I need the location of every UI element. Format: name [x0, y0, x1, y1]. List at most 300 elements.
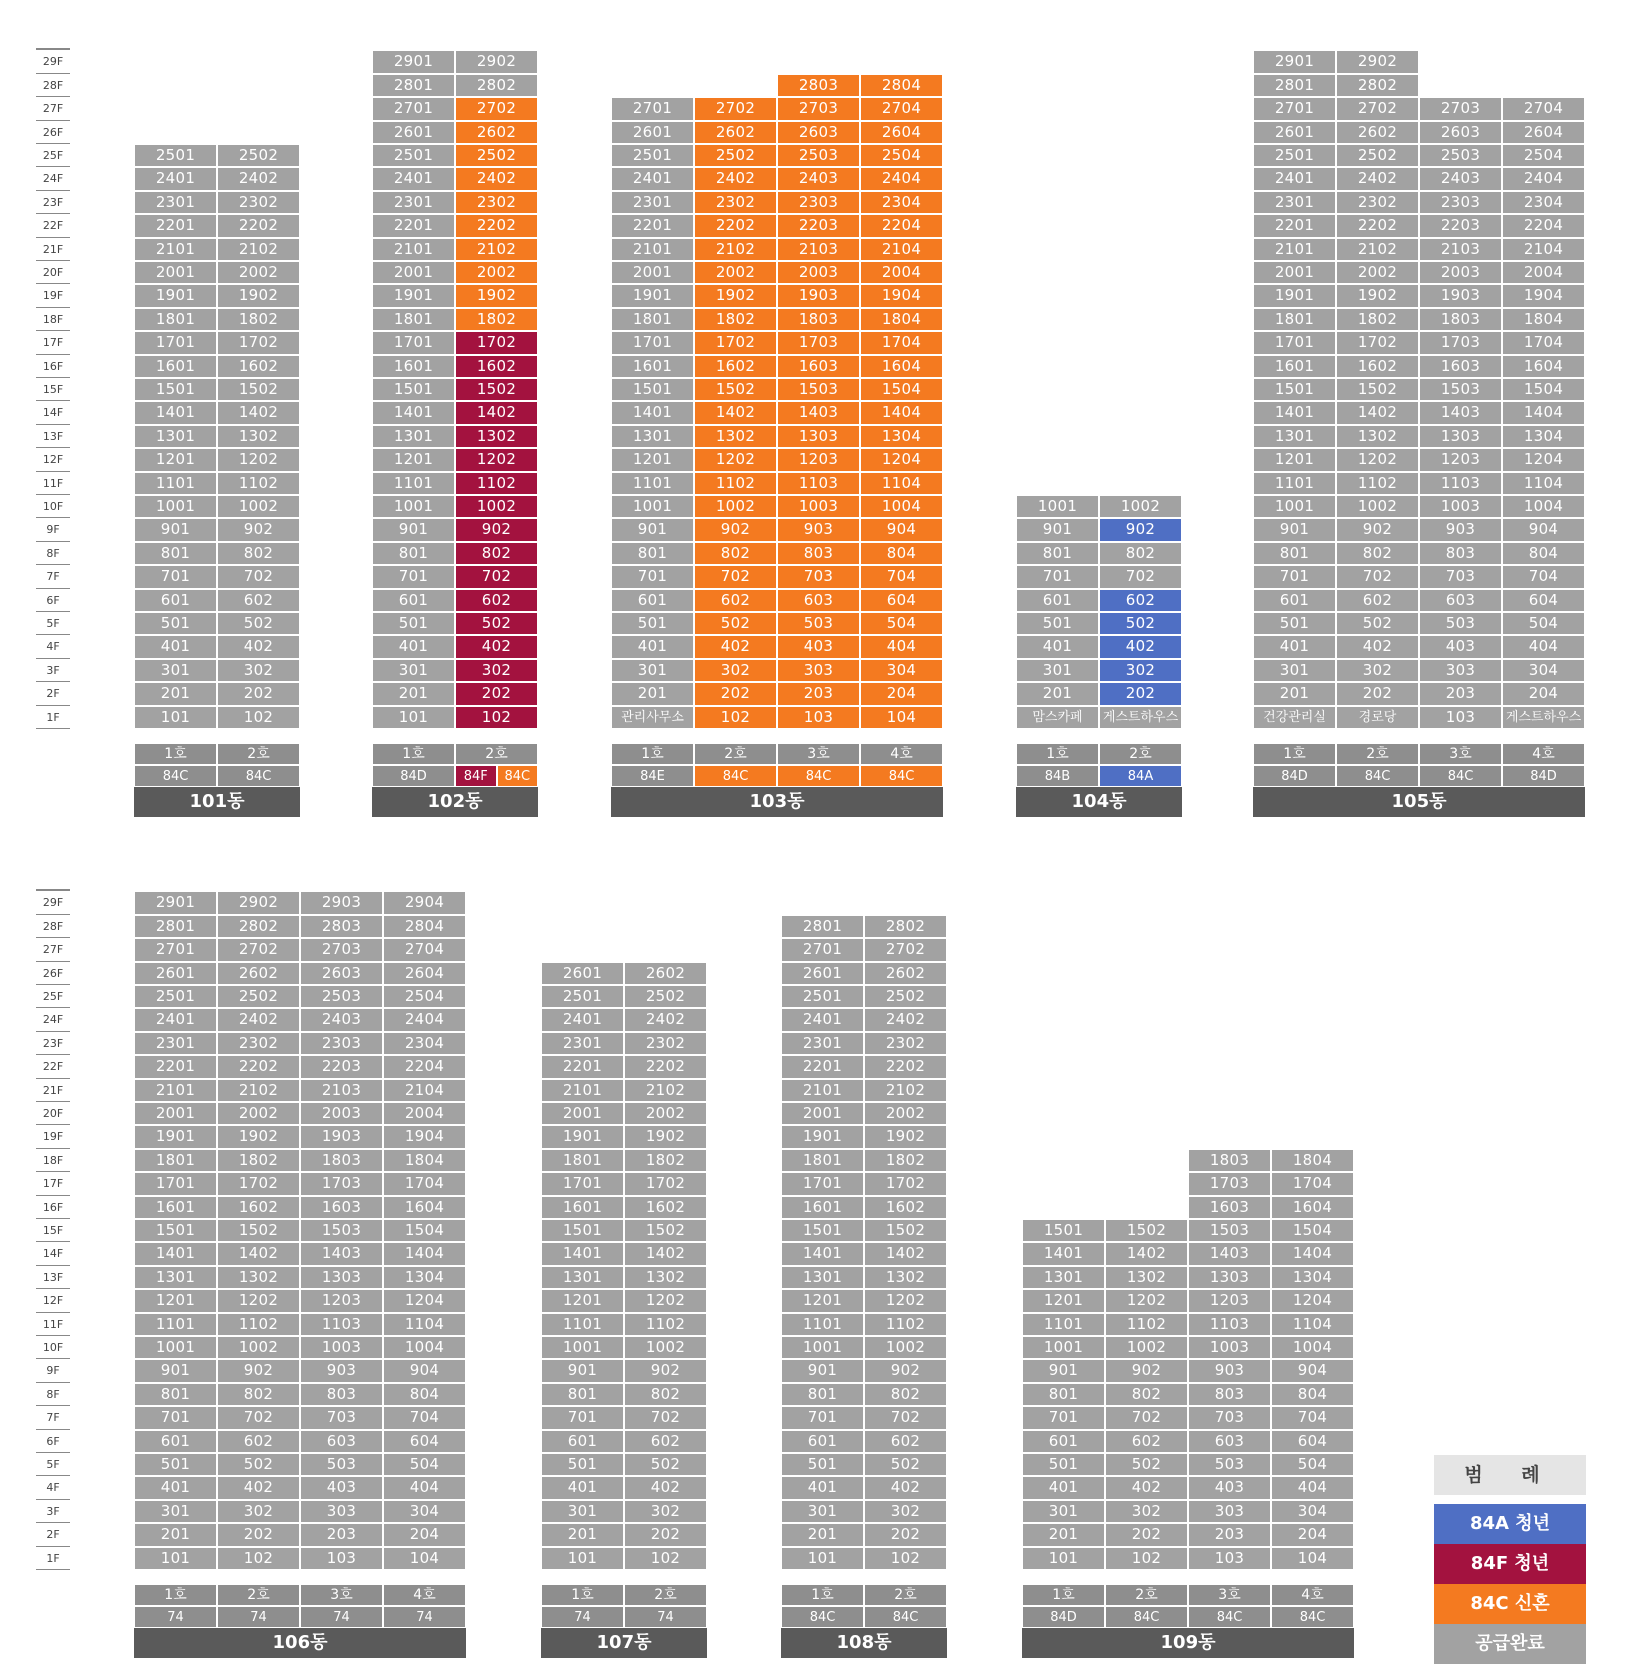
unit-cell[interactable]: 602	[624, 1430, 707, 1453]
unit-cell[interactable]: 2802	[217, 915, 300, 938]
unit-cell[interactable]: 101	[781, 1547, 864, 1570]
unit-cell[interactable]: 2401	[611, 167, 694, 190]
unit-cell[interactable]: 602	[864, 1430, 947, 1453]
unit-cell[interactable]: 702	[217, 1406, 300, 1429]
unit-cell[interactable]: 2002	[1336, 261, 1419, 284]
unit-cell[interactable]: 2402	[694, 167, 777, 190]
unit-cell[interactable]: 2701	[372, 97, 455, 120]
unit-cell[interactable]: 1402	[624, 1242, 707, 1265]
unit-cell[interactable]: 경로당	[1336, 706, 1419, 729]
unit-cell[interactable]: 1302	[217, 425, 300, 448]
unit-cell[interactable]: 2402	[455, 167, 538, 190]
unit-cell[interactable]: 2602	[624, 962, 707, 985]
unit-cell[interactable]: 601	[134, 589, 217, 612]
unit-cell[interactable]: 602	[1336, 589, 1419, 612]
unit-cell[interactable]: 402	[1099, 635, 1182, 658]
unit-cell[interactable]: 1103	[1419, 472, 1502, 495]
unit-cell[interactable]: 2002	[217, 261, 300, 284]
unit-cell[interactable]: 2303	[300, 1032, 383, 1055]
unit-cell[interactable]: 2201	[134, 1055, 217, 1078]
unit-cell[interactable]: 2702	[1336, 97, 1419, 120]
unit-cell[interactable]: 1004	[1502, 495, 1585, 518]
unit-cell[interactable]: 1901	[781, 1125, 864, 1148]
unit-cell[interactable]: 1201	[134, 1289, 217, 1312]
unit-cell[interactable]: 2402	[217, 167, 300, 190]
unit-cell[interactable]: 2601	[781, 962, 864, 985]
unit-cell[interactable]: 2303	[1419, 191, 1502, 214]
unit-cell[interactable]: 1203	[777, 448, 860, 471]
unit-cell[interactable]: 1101	[1022, 1313, 1105, 1336]
unit-cell[interactable]: 2304	[860, 191, 943, 214]
unit-cell[interactable]: 맘스카페	[1016, 706, 1099, 729]
unit-cell[interactable]: 702	[217, 565, 300, 588]
unit-cell[interactable]: 1901	[134, 284, 217, 307]
unit-cell[interactable]: 1501	[611, 378, 694, 401]
unit-cell[interactable]: 2801	[372, 74, 455, 97]
unit-cell[interactable]: 501	[134, 1453, 217, 1476]
unit-cell[interactable]: 2401	[541, 1008, 624, 1031]
unit-cell[interactable]: 1702	[694, 331, 777, 354]
unit-cell[interactable]: 803	[1188, 1383, 1271, 1406]
unit-cell[interactable]: 1901	[541, 1125, 624, 1148]
unit-cell[interactable]: 201	[541, 1523, 624, 1546]
unit-cell[interactable]: 1702	[624, 1172, 707, 1195]
unit-cell[interactable]: 1301	[1253, 425, 1336, 448]
unit-cell[interactable]: 1104	[1271, 1313, 1354, 1336]
unit-cell[interactable]: 1002	[217, 1336, 300, 1359]
unit-cell[interactable]: 702	[1099, 565, 1182, 588]
unit-cell[interactable]: 1704	[1502, 331, 1585, 354]
unit-cell[interactable]: 202	[1099, 682, 1182, 705]
unit-cell[interactable]: 701	[134, 565, 217, 588]
unit-cell[interactable]: 2804	[860, 74, 943, 97]
unit-cell[interactable]: 1103	[1188, 1313, 1271, 1336]
unit-cell[interactable]: 1401	[781, 1242, 864, 1265]
unit-cell[interactable]: 1301	[134, 425, 217, 448]
unit-cell[interactable]: 1202	[217, 1289, 300, 1312]
unit-cell[interactable]: 1302	[864, 1266, 947, 1289]
unit-cell[interactable]: 601	[134, 1430, 217, 1453]
unit-cell[interactable]: 2802	[455, 74, 538, 97]
unit-cell[interactable]: 1202	[624, 1289, 707, 1312]
unit-cell[interactable]: 501	[781, 1453, 864, 1476]
unit-cell[interactable]: 503	[777, 612, 860, 635]
unit-cell[interactable]: 102	[217, 1547, 300, 1570]
unit-cell[interactable]: 201	[134, 682, 217, 705]
unit-cell[interactable]: 1903	[1419, 284, 1502, 307]
unit-cell[interactable]: 1003	[300, 1336, 383, 1359]
unit-cell[interactable]: 802	[217, 1383, 300, 1406]
unit-cell[interactable]: 2002	[217, 1102, 300, 1125]
unit-cell[interactable]: 203	[777, 682, 860, 705]
unit-cell[interactable]: 1003	[1188, 1336, 1271, 1359]
unit-cell[interactable]: 1701	[134, 331, 217, 354]
unit-cell[interactable]: 1301	[611, 425, 694, 448]
unit-cell[interactable]: 2703	[777, 97, 860, 120]
unit-cell[interactable]: 502	[864, 1453, 947, 1476]
unit-cell[interactable]: 1104	[860, 472, 943, 495]
unit-cell[interactable]: 302	[455, 659, 538, 682]
unit-cell[interactable]: 502	[624, 1453, 707, 1476]
unit-cell[interactable]: 802	[864, 1383, 947, 1406]
unit-cell[interactable]: 1603	[1419, 355, 1502, 378]
unit-cell[interactable]: 1802	[864, 1149, 947, 1172]
unit-cell[interactable]: 604	[1502, 589, 1585, 612]
unit-cell[interactable]: 2104	[383, 1079, 466, 1102]
unit-cell[interactable]: 1201	[1253, 448, 1336, 471]
unit-cell[interactable]: 1403	[777, 401, 860, 424]
unit-cell[interactable]: 2702	[217, 938, 300, 961]
unit-cell[interactable]: 1503	[777, 378, 860, 401]
unit-cell[interactable]: 2401	[134, 1008, 217, 1031]
unit-cell[interactable]: 601	[541, 1430, 624, 1453]
unit-cell[interactable]: 2003	[1419, 261, 1502, 284]
unit-cell[interactable]: 801	[134, 1383, 217, 1406]
unit-cell[interactable]: 102	[217, 706, 300, 729]
unit-cell[interactable]: 103	[777, 706, 860, 729]
unit-cell[interactable]: 803	[1419, 542, 1502, 565]
unit-cell[interactable]: 202	[1336, 682, 1419, 705]
unit-cell[interactable]: 801	[541, 1383, 624, 1406]
unit-cell[interactable]: 701	[541, 1406, 624, 1429]
unit-cell[interactable]: 1802	[217, 308, 300, 331]
unit-cell[interactable]: 2001	[611, 261, 694, 284]
unit-cell[interactable]: 803	[777, 542, 860, 565]
unit-cell[interactable]: 1604	[1502, 355, 1585, 378]
unit-cell[interactable]: 2504	[860, 144, 943, 167]
unit-cell[interactable]: 1804	[1271, 1149, 1354, 1172]
unit-cell[interactable]: 2204	[860, 214, 943, 237]
unit-cell[interactable]: 402	[455, 635, 538, 658]
unit-cell[interactable]: 2203	[777, 214, 860, 237]
unit-cell[interactable]: 게스트하우스	[1099, 706, 1182, 729]
unit-cell[interactable]: 503	[300, 1453, 383, 1476]
unit-cell[interactable]: 1201	[611, 448, 694, 471]
unit-cell[interactable]: 1002	[217, 495, 300, 518]
unit-cell[interactable]: 402	[624, 1476, 707, 1499]
unit-cell[interactable]: 2501	[611, 144, 694, 167]
unit-cell[interactable]: 1801	[781, 1149, 864, 1172]
unit-cell[interactable]: 302	[864, 1500, 947, 1523]
unit-cell[interactable]: 2601	[134, 962, 217, 985]
unit-cell[interactable]: 502	[694, 612, 777, 635]
unit-cell[interactable]: 1802	[624, 1149, 707, 1172]
unit-cell[interactable]: 401	[372, 635, 455, 658]
unit-cell[interactable]: 1804	[383, 1149, 466, 1172]
unit-cell[interactable]: 1501	[541, 1219, 624, 1242]
unit-cell[interactable]: 1301	[781, 1266, 864, 1289]
unit-cell[interactable]: 1501	[134, 1219, 217, 1242]
unit-cell[interactable]: 1001	[134, 495, 217, 518]
unit-cell[interactable]: 1802	[217, 1149, 300, 1172]
unit-cell[interactable]: 2501	[372, 144, 455, 167]
unit-cell[interactable]: 1504	[1502, 378, 1585, 401]
unit-cell[interactable]: 104	[860, 706, 943, 729]
unit-cell[interactable]: 1204	[383, 1289, 466, 1312]
unit-cell[interactable]: 2201	[611, 214, 694, 237]
unit-cell[interactable]: 101	[372, 706, 455, 729]
unit-cell[interactable]: 101	[1022, 1547, 1105, 1570]
unit-cell[interactable]: 2604	[1502, 121, 1585, 144]
unit-cell[interactable]: 2102	[1336, 238, 1419, 261]
unit-cell[interactable]: 1601	[134, 355, 217, 378]
unit-cell[interactable]: 403	[1188, 1476, 1271, 1499]
unit-cell[interactable]: 301	[1022, 1500, 1105, 1523]
unit-cell[interactable]: 701	[611, 565, 694, 588]
unit-cell[interactable]: 403	[777, 635, 860, 658]
unit-cell[interactable]: 502	[217, 612, 300, 635]
unit-cell[interactable]: 2702	[455, 97, 538, 120]
unit-cell[interactable]: 604	[860, 589, 943, 612]
unit-cell[interactable]: 2104	[860, 238, 943, 261]
unit-cell[interactable]: 1402	[864, 1242, 947, 1265]
unit-cell[interactable]: 1102	[1105, 1313, 1188, 1336]
unit-cell[interactable]: 1302	[217, 1266, 300, 1289]
unit-cell[interactable]: 602	[1099, 589, 1182, 612]
unit-cell[interactable]: 202	[217, 682, 300, 705]
unit-cell[interactable]: 201	[1253, 682, 1336, 705]
unit-cell[interactable]: 1904	[860, 284, 943, 307]
unit-cell[interactable]: 1701	[372, 331, 455, 354]
unit-cell[interactable]: 803	[300, 1383, 383, 1406]
unit-cell[interactable]: 1503	[1188, 1219, 1271, 1242]
unit-cell[interactable]: 901	[611, 518, 694, 541]
unit-cell[interactable]: 902	[217, 1359, 300, 1382]
unit-cell[interactable]: 2201	[372, 214, 455, 237]
unit-cell[interactable]: 관리사무소	[611, 706, 694, 729]
unit-cell[interactable]: 1902	[455, 284, 538, 307]
unit-cell[interactable]: 2001	[372, 261, 455, 284]
unit-cell[interactable]: 2301	[1253, 191, 1336, 214]
unit-cell[interactable]: 1401	[372, 401, 455, 424]
unit-cell[interactable]: 2304	[383, 1032, 466, 1055]
unit-cell[interactable]: 204	[1502, 682, 1585, 705]
unit-cell[interactable]: 2502	[694, 144, 777, 167]
unit-cell[interactable]: 801	[1253, 542, 1336, 565]
unit-cell[interactable]: 202	[217, 1523, 300, 1546]
unit-cell[interactable]: 2102	[455, 238, 538, 261]
unit-cell[interactable]: 게스트하우스	[1502, 706, 1585, 729]
unit-cell[interactable]: 2004	[860, 261, 943, 284]
unit-cell[interactable]: 2303	[777, 191, 860, 214]
unit-cell[interactable]: 1804	[860, 308, 943, 331]
unit-cell[interactable]: 702	[1336, 565, 1419, 588]
unit-cell[interactable]: 2403	[1419, 167, 1502, 190]
unit-cell[interactable]: 103	[1419, 706, 1502, 729]
unit-cell[interactable]: 903	[777, 518, 860, 541]
unit-cell[interactable]: 1002	[455, 495, 538, 518]
unit-cell[interactable]: 1502	[217, 378, 300, 401]
unit-cell[interactable]: 702	[694, 565, 777, 588]
unit-cell[interactable]: 602	[1105, 1430, 1188, 1453]
unit-cell[interactable]: 1801	[1253, 308, 1336, 331]
unit-cell[interactable]: 701	[1022, 1406, 1105, 1429]
unit-cell[interactable]: 1204	[860, 448, 943, 471]
unit-cell[interactable]: 2202	[624, 1055, 707, 1078]
unit-cell[interactable]: 704	[1271, 1406, 1354, 1429]
unit-cell[interactable]: 902	[455, 518, 538, 541]
unit-cell[interactable]: 1203	[300, 1289, 383, 1312]
unit-cell[interactable]: 2201	[134, 214, 217, 237]
unit-cell[interactable]: 2802	[864, 915, 947, 938]
unit-cell[interactable]: 2101	[134, 238, 217, 261]
unit-cell[interactable]: 1501	[1253, 378, 1336, 401]
unit-cell[interactable]: 1201	[541, 1289, 624, 1312]
unit-cell[interactable]: 2502	[217, 985, 300, 1008]
unit-cell[interactable]: 703	[1188, 1406, 1271, 1429]
unit-cell[interactable]: 304	[1271, 1500, 1354, 1523]
unit-cell[interactable]: 603	[300, 1430, 383, 1453]
unit-cell[interactable]: 2204	[1502, 214, 1585, 237]
unit-cell[interactable]: 201	[134, 1523, 217, 1546]
unit-cell[interactable]: 604	[1271, 1430, 1354, 1453]
unit-cell[interactable]: 1603	[777, 355, 860, 378]
unit-cell[interactable]: 801	[372, 542, 455, 565]
unit-cell[interactable]: 1001	[134, 1336, 217, 1359]
unit-cell[interactable]: 1502	[694, 378, 777, 401]
unit-cell[interactable]: 303	[1419, 659, 1502, 682]
unit-cell[interactable]: 1103	[777, 472, 860, 495]
unit-cell[interactable]: 1001	[611, 495, 694, 518]
unit-cell[interactable]: 2402	[1336, 167, 1419, 190]
unit-cell[interactable]: 603	[1419, 589, 1502, 612]
unit-cell[interactable]: 2103	[300, 1079, 383, 1102]
unit-cell[interactable]: 1102	[694, 472, 777, 495]
unit-cell[interactable]: 2501	[781, 985, 864, 1008]
unit-cell[interactable]: 701	[372, 565, 455, 588]
unit-cell[interactable]: 2603	[1419, 121, 1502, 144]
unit-cell[interactable]: 1204	[1271, 1289, 1354, 1312]
unit-cell[interactable]: 2204	[383, 1055, 466, 1078]
unit-cell[interactable]: 102	[1105, 1547, 1188, 1570]
unit-cell[interactable]: 403	[300, 1476, 383, 1499]
unit-cell[interactable]: 903	[1188, 1359, 1271, 1382]
unit-cell[interactable]: 1401	[611, 401, 694, 424]
unit-cell[interactable]: 301	[541, 1500, 624, 1523]
unit-cell[interactable]: 2601	[541, 962, 624, 985]
unit-cell[interactable]: 403	[1419, 635, 1502, 658]
unit-cell[interactable]: 1102	[217, 1313, 300, 1336]
unit-cell[interactable]: 802	[1099, 542, 1182, 565]
unit-cell[interactable]: 904	[383, 1359, 466, 1382]
unit-cell[interactable]: 1001	[1016, 495, 1099, 518]
unit-cell[interactable]: 1304	[1502, 425, 1585, 448]
unit-cell[interactable]: 2301	[134, 1032, 217, 1055]
unit-cell[interactable]: 1902	[217, 1125, 300, 1148]
unit-cell[interactable]: 402	[1105, 1476, 1188, 1499]
unit-cell[interactable]: 402	[694, 635, 777, 658]
unit-cell[interactable]: 2203	[300, 1055, 383, 1078]
unit-cell[interactable]: 2302	[217, 191, 300, 214]
unit-cell[interactable]: 2704	[860, 97, 943, 120]
unit-cell[interactable]: 203	[1188, 1523, 1271, 1546]
unit-cell[interactable]: 801	[134, 542, 217, 565]
unit-cell[interactable]: 801	[611, 542, 694, 565]
unit-cell[interactable]: 2502	[624, 985, 707, 1008]
unit-cell[interactable]: 104	[383, 1547, 466, 1570]
unit-cell[interactable]: 2502	[864, 985, 947, 1008]
unit-cell[interactable]: 902	[1099, 518, 1182, 541]
unit-cell[interactable]: 904	[1271, 1359, 1354, 1382]
unit-cell[interactable]: 1303	[300, 1266, 383, 1289]
unit-cell[interactable]: 402	[864, 1476, 947, 1499]
unit-cell[interactable]: 802	[217, 542, 300, 565]
unit-cell[interactable]: 2102	[217, 1079, 300, 1102]
unit-cell[interactable]: 301	[372, 659, 455, 682]
unit-cell[interactable]: 801	[1016, 542, 1099, 565]
unit-cell[interactable]: 1601	[372, 355, 455, 378]
unit-cell[interactable]: 2902	[455, 50, 538, 73]
unit-cell[interactable]: 202	[694, 682, 777, 705]
unit-cell[interactable]: 501	[541, 1453, 624, 1476]
unit-cell[interactable]: 402	[217, 635, 300, 658]
unit-cell[interactable]: 2202	[217, 1055, 300, 1078]
unit-cell[interactable]: 2302	[217, 1032, 300, 1055]
unit-cell[interactable]: 2501	[134, 144, 217, 167]
unit-cell[interactable]: 804	[383, 1383, 466, 1406]
unit-cell[interactable]: 204	[1271, 1523, 1354, 1546]
unit-cell[interactable]: 401	[1022, 1476, 1105, 1499]
unit-cell[interactable]: 2101	[372, 238, 455, 261]
unit-cell[interactable]: 2704	[1502, 97, 1585, 120]
unit-cell[interactable]: 1002	[1105, 1336, 1188, 1359]
unit-cell[interactable]: 804	[1502, 542, 1585, 565]
unit-cell[interactable]: 2601	[611, 121, 694, 144]
unit-cell[interactable]: 702	[455, 565, 538, 588]
unit-cell[interactable]: 201	[372, 682, 455, 705]
unit-cell[interactable]: 102	[864, 1547, 947, 1570]
unit-cell[interactable]: 2301	[541, 1032, 624, 1055]
unit-cell[interactable]: 303	[300, 1500, 383, 1523]
unit-cell[interactable]: 201	[1022, 1523, 1105, 1546]
unit-cell[interactable]: 902	[1336, 518, 1419, 541]
unit-cell[interactable]: 2702	[864, 938, 947, 961]
unit-cell[interactable]: 103	[300, 1547, 383, 1570]
unit-cell[interactable]: 2002	[694, 261, 777, 284]
unit-cell[interactable]: 401	[134, 1476, 217, 1499]
unit-cell[interactable]: 903	[1419, 518, 1502, 541]
unit-cell[interactable]: 404	[383, 1476, 466, 1499]
unit-cell[interactable]: 2201	[541, 1055, 624, 1078]
unit-cell[interactable]: 1501	[372, 378, 455, 401]
unit-cell[interactable]: 801	[1022, 1383, 1105, 1406]
unit-cell[interactable]: 1403	[1419, 401, 1502, 424]
unit-cell[interactable]: 2103	[777, 238, 860, 261]
unit-cell[interactable]: 1603	[300, 1196, 383, 1219]
unit-cell[interactable]: 501	[1016, 612, 1099, 635]
unit-cell[interactable]: 2504	[1502, 144, 1585, 167]
unit-cell[interactable]: 1102	[864, 1313, 947, 1336]
unit-cell[interactable]: 1202	[455, 448, 538, 471]
unit-cell[interactable]: 1001	[1253, 495, 1336, 518]
unit-cell[interactable]: 302	[1336, 659, 1419, 682]
unit-cell[interactable]: 1502	[864, 1219, 947, 1242]
unit-cell[interactable]: 2901	[1253, 50, 1336, 73]
unit-cell[interactable]: 2302	[694, 191, 777, 214]
unit-cell[interactable]: 2403	[300, 1008, 383, 1031]
unit-cell[interactable]: 1301	[541, 1266, 624, 1289]
unit-cell[interactable]: 301	[134, 1500, 217, 1523]
unit-cell[interactable]: 2202	[1336, 214, 1419, 237]
unit-cell[interactable]: 2002	[455, 261, 538, 284]
unit-cell[interactable]: 1302	[624, 1266, 707, 1289]
unit-cell[interactable]: 202	[1105, 1523, 1188, 1546]
unit-cell[interactable]: 1304	[860, 425, 943, 448]
unit-cell[interactable]: 703	[300, 1406, 383, 1429]
unit-cell[interactable]: 501	[372, 612, 455, 635]
unit-cell[interactable]: 603	[1188, 1430, 1271, 1453]
unit-cell[interactable]: 2202	[864, 1055, 947, 1078]
